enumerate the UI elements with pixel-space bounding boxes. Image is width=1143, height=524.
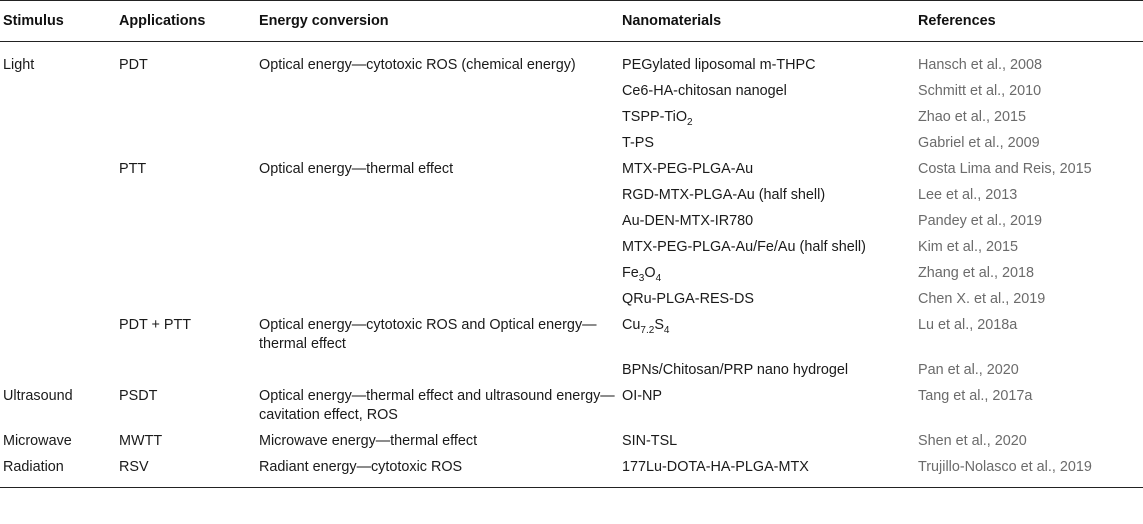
stimulus-cell: [0, 209, 115, 235]
reference-cell: Schmitt et al., 2010: [918, 83, 1042, 99]
nanomaterial-cell: [618, 313, 914, 358]
application-cell: [115, 131, 255, 157]
application-cell: [115, 358, 255, 384]
stimulus-cell: [0, 358, 115, 384]
table-row: [0, 313, 1143, 358]
stimulus-cell: Light: [3, 57, 35, 73]
reference-cell: Shen et al., 2020: [918, 433, 1027, 449]
energy-cell: Optical energy—cytotoxic ROS and Optical energy—thermal effect: [259, 317, 597, 352]
energy-cell: [255, 79, 618, 105]
energy-cell: [255, 209, 618, 235]
stimulus-cell: Ultrasound: [3, 388, 73, 404]
reference-cell: Zhao et al., 2015: [918, 109, 1027, 125]
energy-cell: [255, 183, 618, 209]
application-cell: PTT: [119, 161, 147, 177]
table-row: [0, 287, 1143, 313]
nanomaterial-cell: RGD-MTX-PLGA-Au (half shell): [622, 187, 826, 203]
stimulus-cell: [0, 313, 115, 358]
nanomaterial-cell: 177Lu-DOTA-HA-PLGA-MTX: [618, 455, 914, 488]
energy-cell: [255, 235, 618, 261]
formula-subscript: 3: [638, 272, 645, 284]
reference-cell: Trujillo-Nolasco et al., 2019: [914, 455, 1143, 488]
header-nanomaterials: Nanomaterials: [618, 1, 914, 42]
energy-cell: [255, 105, 618, 131]
application-cell: PDT: [119, 57, 148, 73]
application-cell: [115, 235, 255, 261]
reference-cell: Costa Lima and Reis, 2015: [918, 161, 1092, 177]
stimulus-cell: [0, 131, 115, 157]
nanomaterial-cell: OI-NP: [622, 388, 662, 404]
nanomaterial-cell: Ce6-HA-chitosan nanogel: [622, 83, 787, 99]
reference-cell: Tang et al., 2017a: [918, 388, 1033, 404]
reference-cell: Lu et al., 2018a: [918, 317, 1018, 333]
application-cell: [115, 105, 255, 131]
table-row: [0, 384, 1143, 429]
nanomaterial-cell: Au-DEN-MTX-IR780: [622, 213, 754, 229]
reference-cell: Hansch et al., 2008: [918, 57, 1042, 73]
table-row: [0, 261, 1143, 287]
nanomaterial-cell: QRu-PLGA-RES-DS: [622, 291, 754, 307]
nanomaterial-cell: [618, 105, 914, 131]
application-cell: [115, 261, 255, 287]
formula-text: Cu: [622, 317, 641, 333]
energy-cell: Radiant energy—cytotoxic ROS: [255, 455, 618, 488]
energy-cell: [255, 261, 618, 287]
application-cell: [115, 287, 255, 313]
header-applications: Applications: [115, 1, 255, 42]
stimulus-cell: Radiation: [0, 455, 115, 488]
stimulus-cell: [0, 183, 115, 209]
table-row: [0, 235, 1143, 261]
table-row: [0, 183, 1143, 209]
energy-cell: Optical energy—cytotoxic ROS (chemical energy): [259, 57, 576, 73]
reference-cell: Pandey et al., 2019: [918, 213, 1043, 229]
application-cell: PDT + PTT: [119, 317, 192, 333]
energy-cell: Optical energy—thermal effect and ultrasound energy—cavitation effect, ROS: [259, 388, 615, 423]
stimulus-cell: [0, 261, 115, 287]
formula-text: Fe: [622, 265, 639, 281]
reference-cell: Gabriel et al., 2009: [918, 135, 1040, 151]
stimulus-cell: [0, 235, 115, 261]
nanomaterial-cell: SIN-TSL: [622, 433, 678, 449]
energy-cell: Microwave energy—thermal effect: [259, 433, 478, 449]
header-row: [0, 1, 1143, 42]
table-row: [0, 358, 1143, 384]
reference-cell: Zhang et al., 2018: [918, 265, 1035, 281]
table-row: [0, 42, 1143, 80]
energy-cell: [255, 358, 618, 384]
formula-subscript: 4: [663, 324, 670, 336]
stimulus-cell: [0, 105, 115, 131]
application-cell: MWTT: [119, 433, 163, 449]
application-cell: RSV: [115, 455, 255, 488]
application-cell: [115, 183, 255, 209]
nanomaterial-cell: MTX-PEG-PLGA-Au/Fe/Au (half shell): [622, 239, 866, 255]
header-stimulus: Stimulus: [0, 1, 115, 42]
reference-cell: Pan et al., 2020: [918, 362, 1019, 378]
formula-subscript: 2: [687, 116, 693, 128]
table-row: [0, 79, 1143, 105]
application-cell: [115, 79, 255, 105]
table-row: [0, 131, 1143, 157]
stimulus-cell: Microwave: [3, 433, 72, 449]
reference-cell: Kim et al., 2015: [918, 239, 1018, 255]
nanomaterial-cell: T-PS: [622, 135, 654, 151]
reference-cell: Chen X. et al., 2019: [918, 291, 1046, 307]
energy-cell: Optical energy—thermal effect: [259, 161, 454, 177]
formula-subscript: 7.2: [640, 324, 655, 336]
formula-text: S: [654, 317, 664, 333]
energy-cell: [255, 131, 618, 157]
formula-text: TSPP-TiO: [622, 109, 688, 125]
nanomaterial-cell: MTX-PEG-PLGA-Au: [622, 161, 754, 177]
table-row: [0, 455, 1143, 488]
application-cell: PSDT: [119, 388, 158, 404]
table-row: [0, 105, 1143, 131]
stimulus-cell: [0, 287, 115, 313]
formula-text: O: [644, 265, 656, 281]
nanomaterial-cell: [618, 261, 914, 287]
table-row: [0, 157, 1143, 183]
nanomaterial-cell: BPNs/Chitosan/PRP nano hydrogel: [622, 362, 849, 378]
reference-cell: Lee et al., 2013: [918, 187, 1018, 203]
stimulus-cell: [0, 157, 115, 183]
formula-subscript: 4: [655, 272, 662, 284]
application-cell: [115, 209, 255, 235]
nanomaterial-cell: PEGylated liposomal m-THPC: [622, 57, 816, 73]
table-row: [0, 209, 1143, 235]
header-energy-conversion: Energy conversion: [255, 1, 618, 42]
table-row: [0, 429, 1143, 455]
header-references: References: [914, 1, 1143, 42]
energy-cell: [255, 287, 618, 313]
stimulus-cell: [0, 79, 115, 105]
